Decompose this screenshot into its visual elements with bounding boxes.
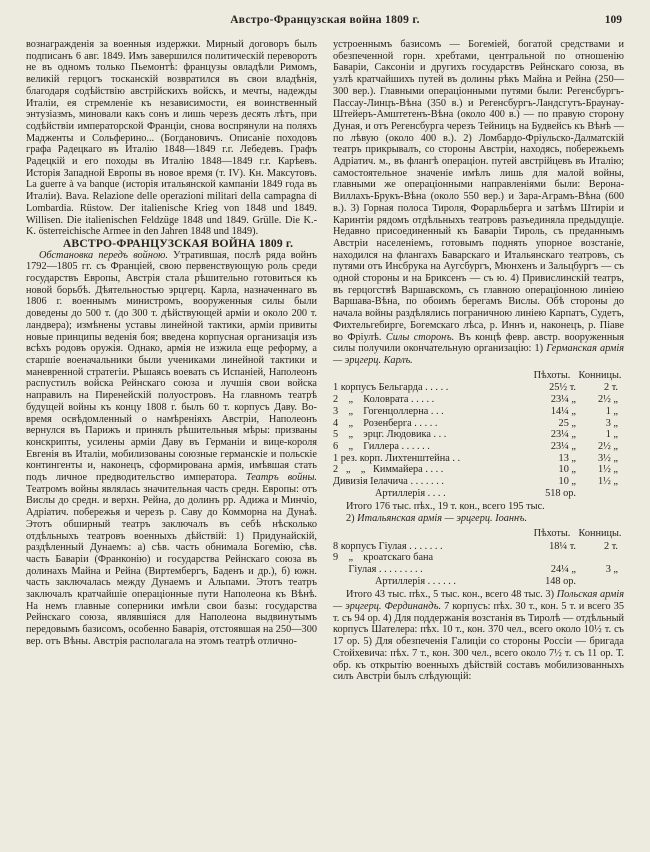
right-column bbox=[333, 39, 624, 683]
italian-army-number: 2) bbox=[346, 513, 358, 525]
cavalry-value: 2½ „ bbox=[597, 440, 618, 452]
italian-army-heading bbox=[333, 513, 624, 525]
intro-paragraph bbox=[26, 250, 317, 648]
corps-label: Гіулая . . . . . . . . . bbox=[333, 563, 423, 575]
table-row bbox=[333, 429, 624, 441]
cavalry-value: 2 т. bbox=[603, 540, 618, 552]
german-army-total: Итого 176 тыс. пѣх., 19 т. кон., всего 195 тыс. bbox=[346, 501, 545, 513]
cavalry-value: 1½ „ bbox=[597, 476, 618, 488]
table-row bbox=[333, 541, 624, 553]
table-header-row bbox=[333, 370, 624, 383]
corps-label: 9 „ кроатскаго бана bbox=[333, 552, 434, 564]
closing-text: 7 корпусъ: пѣх. 30 т., кон. 5 т. и всего 35 т. съ 94 ор. 4) Для поддержанія возстанія въ Тиролѣ — отдѣльный корпусъ Шателера: пѣх. 10 т., кон. 370 чел., всего около 10½ т. съ 17 ор. 5) Для обезпеченія Галиціи со стороны Россіи — бригада Стойхевича: пѣх. 7 т., кон. 300 чел., всего около 7½ т. съ 11 ор. Т. обр. къ открытію военныхъ дѣйствій составъ мобилизованныхъ силъ Австріи былъ слѣдующій: bbox=[333, 601, 624, 683]
infantry-value: 13 „ bbox=[558, 452, 576, 464]
cavalry-value: 3 „ bbox=[605, 563, 618, 575]
corps-label: 8 корпусъ Гіулая . . . . . . . bbox=[333, 540, 443, 552]
section-heading: АВСТРО-ФРАНЦУЗСКАЯ ВОЙНА 1809 г. bbox=[62, 236, 294, 250]
situation-body: Утратившая, послѣ ряда войнъ 1792—1805 гг. съ Франціей, свою первенствующую роль среди государствъ Европы, Австрія стала рѣшительно готовиться къ новой борьбѣ. Дѣятельностью эрцгерц. Карла, назначеннаго въ 1806 г. военнымъ министромъ, вооруженныя силы были доведены до 500 т. (до 300 т. дѣйствующей арміи и около 200 т. ландвера); измѣнены уставы линейной тактики, арміи привиты новые принципы веденія боя; введена корпусная организація изъ всѣхъ родовъ оружія. Однако, армія не изжила еще реформу, а старшіе военачальники были учениками линейной тактики и маневренной стратегіи. Рѣшаясь воевать съ Испаніей, Наполеонъ распустилъ войска Рейнскаго союза и лучшія свои войска направилъ на Пиренейскій полуостровъ. На главномъ театрѣ будущей войны къ концу 1808 г. былъ 60 т. корпусъ Даву. Во-время освѣдомленный о намѣреніяхъ Австріи, Наполеонъ вернулся въ Парижъ и принялъ рѣшительныя мѣры: призваны конскрипты, усилены арміи Даву въ Германіи и вице-короля Евгенія въ Италіи, мобилизованы союзные германскіе и польскіе контингенты и, наконецъ, сформирована армія, имѣвшая стать подъ личное предводительство императора. bbox=[26, 249, 317, 484]
table-row bbox=[333, 382, 624, 394]
italian-army-total: Итого 43 тыс. пѣх., 5 тыс. кон., всего 48 тыс. 3) bbox=[346, 589, 557, 601]
infantry-value: 23¼ „ bbox=[550, 429, 576, 441]
corps-label: 1 рез. корп. Лихтенштейна . . bbox=[333, 452, 461, 464]
table-row bbox=[333, 453, 624, 465]
artillery-value: 518 ор. bbox=[545, 487, 576, 499]
italian-army-name: Итальянская армія — эрцгерц. Іоаннъ. bbox=[357, 513, 528, 525]
closing-paragraph bbox=[333, 589, 624, 683]
situation-lead: Обстановка передъ войною. bbox=[39, 249, 168, 261]
running-header bbox=[26, 14, 624, 30]
italian-army-table bbox=[333, 528, 624, 588]
german-army-table bbox=[333, 370, 624, 500]
infantry-value: 25 „ bbox=[558, 417, 576, 429]
corps-column-header bbox=[333, 370, 528, 383]
page-number: 109 bbox=[604, 14, 622, 26]
corps-label: 1 корпусъ Бельгарда . . . . . bbox=[333, 382, 449, 394]
infantry-value: 24¼ „ bbox=[550, 563, 576, 575]
left-column bbox=[26, 39, 317, 683]
corps-column-header bbox=[333, 528, 528, 541]
table-row bbox=[333, 441, 624, 453]
corps-label: 3 „ Гогенцоллерна . . . bbox=[333, 405, 444, 417]
cavalry-value: 2 т. bbox=[603, 382, 618, 394]
corps-label: 6 „ Гиллера . . . . . . bbox=[333, 440, 430, 452]
continuation-paragraph: вознагражденія за военныя издержки. Мирный договоръ былъ подписанъ 6 авг. 1849. Имъ завершился политическій переворотъ не въ одномъ только Пьемонтѣ: французы овладѣли Римомъ, великій герцогъ тосканскій возвратился въ свои владѣнія, благодаря содѣйствію австрійскихъ войскъ, и мечты, надежды Италіи, ея стремленіе къ независимости, ея воинственный энтузіазмъ, миновали какъ сонъ и лишь черезъ десять лѣтъ, при содѣйствіи императорской Франціи, снова воспрянули на поляхъ Мадженты и Сольферино... (Богдановичъ. Описаніе походовъ графа Радецкаго въ Италію 1848—1849 г.г. Лебедевъ. Графъ Радецкій и его походы въ Италію 1848—1849 г.г. Карѣевъ. Исторія Западной Европы въ новое время (т. IV). Кн. Максутовъ. La guerre à va banque (исторія итальянской кампаніи 1849 года въ Италіи). Bava. Relazione delle operazioni militari della campagna di Lombardia. Rüstow. Der italienische Krieg von 1848 und 1849. Willisen. Die italienischen Feldzüge 1848 und 1849. Grülle. Die K.-K. österreichische Armee in den Jahren 1848 und 1849). bbox=[26, 39, 317, 238]
theatre-lead: Театръ войны. bbox=[245, 472, 317, 484]
artillery-value: 148 ор. bbox=[545, 575, 576, 587]
cavalry-value: 1 „ bbox=[605, 429, 618, 441]
theatre-continuation-paragraph bbox=[333, 39, 624, 367]
infantry-column-header: Пѣхоты. bbox=[533, 527, 571, 539]
table-row bbox=[333, 552, 624, 564]
corps-label: 2 „ Коловрата . . . . . bbox=[333, 394, 435, 406]
running-header-title: Австро-Французская война 1809 г. bbox=[230, 14, 420, 26]
table-header-row bbox=[333, 528, 624, 541]
forces-body: Въ концѣ февр. австр. вооруженныя силы получили окончательную организацію: 1) bbox=[333, 331, 624, 355]
cavalry-column-header: Конницы. bbox=[578, 527, 622, 539]
infantry-value: 18¼ т. bbox=[549, 540, 576, 552]
infantry-value: 23¼ „ bbox=[550, 394, 576, 406]
table-row bbox=[333, 406, 624, 418]
artillery-row bbox=[333, 576, 624, 588]
table-row bbox=[333, 464, 624, 476]
infantry-value: 10 „ bbox=[558, 476, 576, 488]
table-row bbox=[333, 394, 624, 406]
artillery-label: Артиллерія . . . . . . bbox=[375, 575, 456, 587]
german-army-name: Германская армія — эрцгерц. Карлъ. bbox=[333, 343, 624, 366]
corps-label: 4 „ Розенберга . . . . . bbox=[333, 417, 438, 429]
theatre-body: Театромъ войны являлась значительная часть средн. Европы: отъ Вислы до средн. и верхн. Рейна, до долинъ рр. Адижа и Минчіо, Адріатич. побережья и черезъ р. Саву до Комморна на Дунаѣ. Этотъ обширный театръ заключалъ въ себѣ нѣсколько отдѣльныхъ театровъ военныхъ дѣйствій: 1) Придунайскій, раздѣленный Дунаемъ: а) сѣв. часть обнимала Богемію, сѣв. часть Баваріи (Франконію) и государства Рейнскаго союза въ долинахъ Майна и Рейна (Виртембергъ, Баденъ и др.), б) южн. часть заключалась между Дунаемъ и Альпами. Этотъ театръ заключалъ кратчайшіе операціонные пути Наполеона къ Вѣнѣ. На немъ главные соперники имѣли свои базы: государства Рейнскаго союза, являвшіяся для Наполеона выдвинутымъ передовымъ базисомъ, особенно Баварія, отстоявшая на 250—300 вер. отъ Вѣны. Австрія располагала на этомъ театрѣ отлично- bbox=[26, 483, 317, 647]
corps-label: 5 „ эрцг. Людовика . . . bbox=[333, 429, 447, 441]
infantry-column-header: Пѣхоты. bbox=[533, 369, 571, 381]
infantry-value bbox=[528, 552, 576, 564]
corps-label: 2 „ „ Киммайера . . . . bbox=[333, 464, 444, 476]
corps-label: Дивизія Іелачича . . . . . . . bbox=[333, 476, 444, 488]
cavalry-value: 3½ „ bbox=[597, 452, 618, 464]
forces-lead: Силы сторонъ. bbox=[385, 331, 455, 343]
infantry-value: 10 „ bbox=[558, 464, 576, 476]
cavalry-value: 1½ „ bbox=[597, 464, 618, 476]
infantry-value: 23¼ „ bbox=[550, 440, 576, 452]
cavalry-value bbox=[576, 552, 624, 564]
artillery-label: Артиллерія . . . . bbox=[375, 487, 446, 499]
cavalry-column-header: Конницы. bbox=[578, 369, 622, 381]
cavalry-value: 2½ „ bbox=[597, 394, 618, 406]
two-column-text bbox=[26, 39, 624, 683]
table-row bbox=[333, 564, 624, 576]
table-row bbox=[333, 418, 624, 430]
polish-army-name: Польская армія — эрцгерц. Фердинандъ. bbox=[333, 589, 624, 613]
infantry-value: 14¼ „ bbox=[550, 405, 576, 417]
cavalry-value: 1 „ bbox=[605, 405, 618, 417]
artillery-row bbox=[333, 488, 624, 500]
cavalry-value: 3 „ bbox=[605, 417, 618, 429]
theatre-continuation-text: устроеннымъ базисомъ — Богеміей, богатой средствами и обезпеченной горн. хребтами, центральной по отношенію Баваріи, Саксоніи и другихъ государствъ Рейнскаго союза, въ узлѣ кратчайшихъ путей въ долины рѣкъ Майна и Рейна (250—300 вер.). Главными операціонными путями были: Регенсбургъ-Пассау-Линцъ-Вѣна (350 в.) и Регенсбургъ-Ландсгутъ-Браунау-Штейеръ-Амштетенъ-Вѣна (около 400 в.) — по правую сторону Дуная, и отъ Регенсбурга черезъ Тейницъ на Будвейсъ къ Вѣнѣ — по лѣвую (около 400 в.). 2) Ломбардо-Фріульско-Далматскій театръ прикрывалъ, со стороны Австріи, находясь, побережьемъ Адріатич. м., въ флангѣ операціон. путей австрійцевъ въ Италію; самостоятельное значеніе имѣлъ лишь для малой войны, главными же операціонными направленіями были: Верона-Виллахъ-Брукъ-Вѣна (около 550 вер.) и Зара-Аграмъ-Вѣна (600 в.). 3) Горная полоса Тироля, Форарльберга и затѣмъ Штиріи и Каринтіи рядомъ отдѣльныхъ театровъ разъединяла предыдущіе. Недавно присоединенный къ Баваріи Тироль, съ преданнымъ Австріи населеніемъ, готовымъ поднять упорное возстаніе, находился на флангахъ Баварскаго и Итальянскаго театровъ, съ путями отъ Инсбрука на Аугсбургъ, Мюнхенъ и Зальцбургъ — съ одной стороны и на Бриксенъ — съ ю. 4) Привислинскій театръ, въ герцогствѣ Варшавскомъ, съ главною операціонною линіею Варшава-Вѣна, по обоимъ берегамъ Вислы. Обѣ стороны до начала войны раздѣлялись пограничною линіею Карпатъ, Судетъ, Фихтельгебирге, Богемскаго лѣса, р. Иннъ и, наконецъ, р. Піаве во Фріулѣ. bbox=[333, 39, 624, 343]
infantry-value: 25½ т. bbox=[549, 382, 576, 394]
table-row bbox=[333, 476, 624, 488]
